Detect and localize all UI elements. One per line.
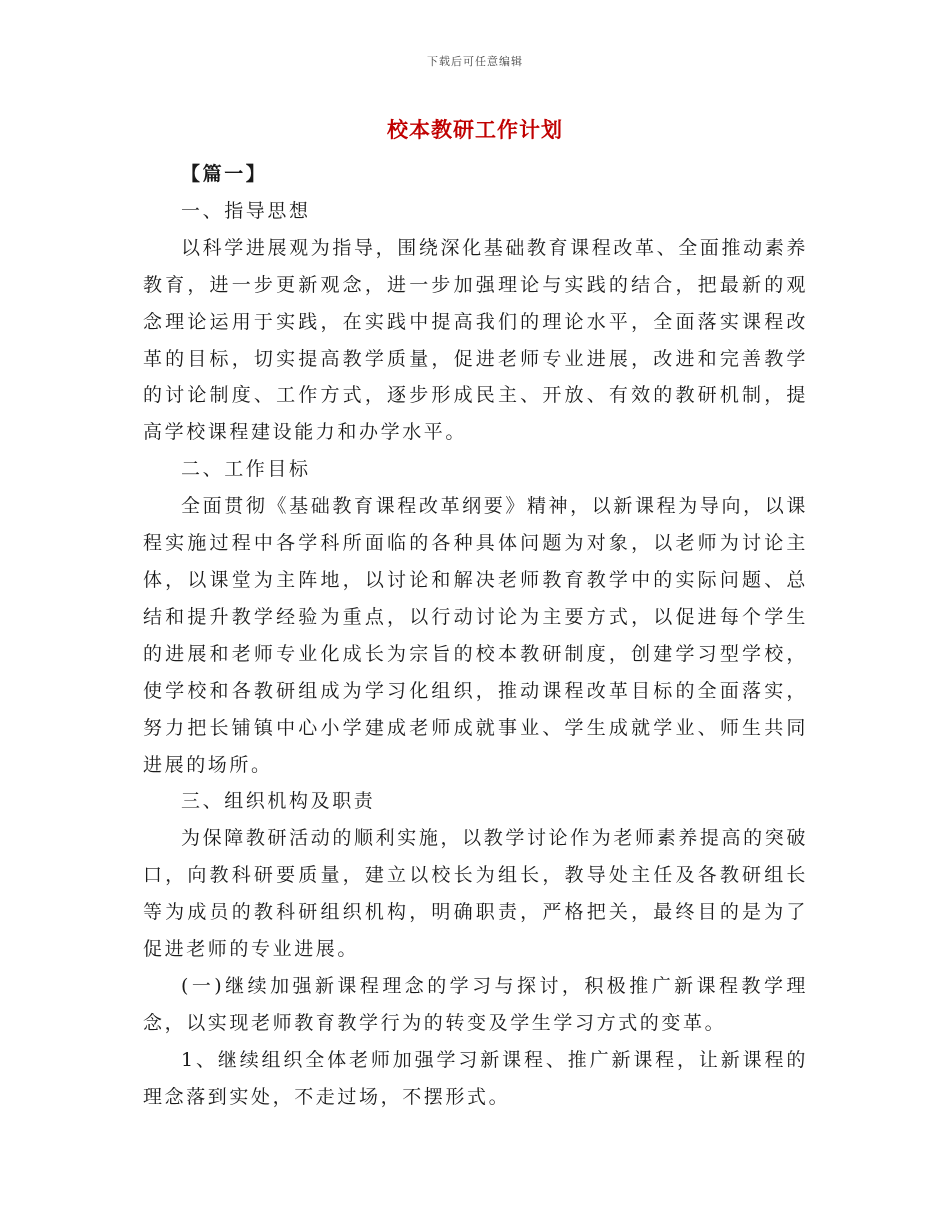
paragraph-organization: 为保障教研活动的顺利实施，以教学讨论作为老师素养提高的突破口，向教科研要质量，建立以校长为组长，教导处主任及各教研组长等为成员的教科研组织机构，明确职责，严格把关，最终目的是为了促进老师的专业进展。 xyxy=(143,827,808,961)
paragraph-guiding-thought: 以科学进展观为指导，围绕深化基础教育课程改革、全面推动素养教育，进一步更新观念，进一步加强理论与实践的结合，把最新的观念理论运用于实践，在实践中提高我们的理论水平，全面落实课程改革的目标，切实提高教学质量，促进老师专业进展，改进和完善教学的讨论制度、工作方式，逐步形成民主、开放、有效的教研机制，提高学校课程建设能力和办学水平。 xyxy=(143,236,808,444)
document-title: 校本教研工作计划 xyxy=(387,117,563,142)
heading-work-goals: 二、工作目标 xyxy=(181,458,311,481)
page-header-note: 下载后可任意编辑 xyxy=(427,55,523,68)
paragraph-subitem-one: 1、继续组织全体老师加强学习新课程、推广新课程，让新课程的理念落到实处，不走过场，不摆形式。 xyxy=(143,1048,808,1108)
section-marker: 【篇一】 xyxy=(181,163,268,185)
heading-guiding-thought: 一、指导思想 xyxy=(181,199,311,222)
heading-organization: 三、组织机构及职责 xyxy=(181,790,376,813)
document-body xyxy=(143,156,808,1116)
paragraph-item-one: (一)继续加强新课程理念的学习与探讨，积极推广新课程教学理念，以实现老师教育教学行为的转变及学生学习方式的变革。 xyxy=(143,974,808,1034)
paragraph-work-goals: 全面贯彻《基础教育课程改革纲要》精神，以新课程为导向，以课程实施过程中各学科所面临的各种具体问题为对象，以老师为讨论主体，以课堂为主阵地，以讨论和解决老师教育教学中的实际问题、总结和提升教学经验为重点，以行动讨论为主要方式，以促进每个学生的进展和老师专业化成长为宗旨的校本教研制度，创建学习型学校，使学校和各教研组成为学习化组织，推动课程改革目标的全面落实，努力把长铺镇中心小学建成老师成就事业、学生成就学业、师生共同进展的场所。 xyxy=(143,495,808,776)
